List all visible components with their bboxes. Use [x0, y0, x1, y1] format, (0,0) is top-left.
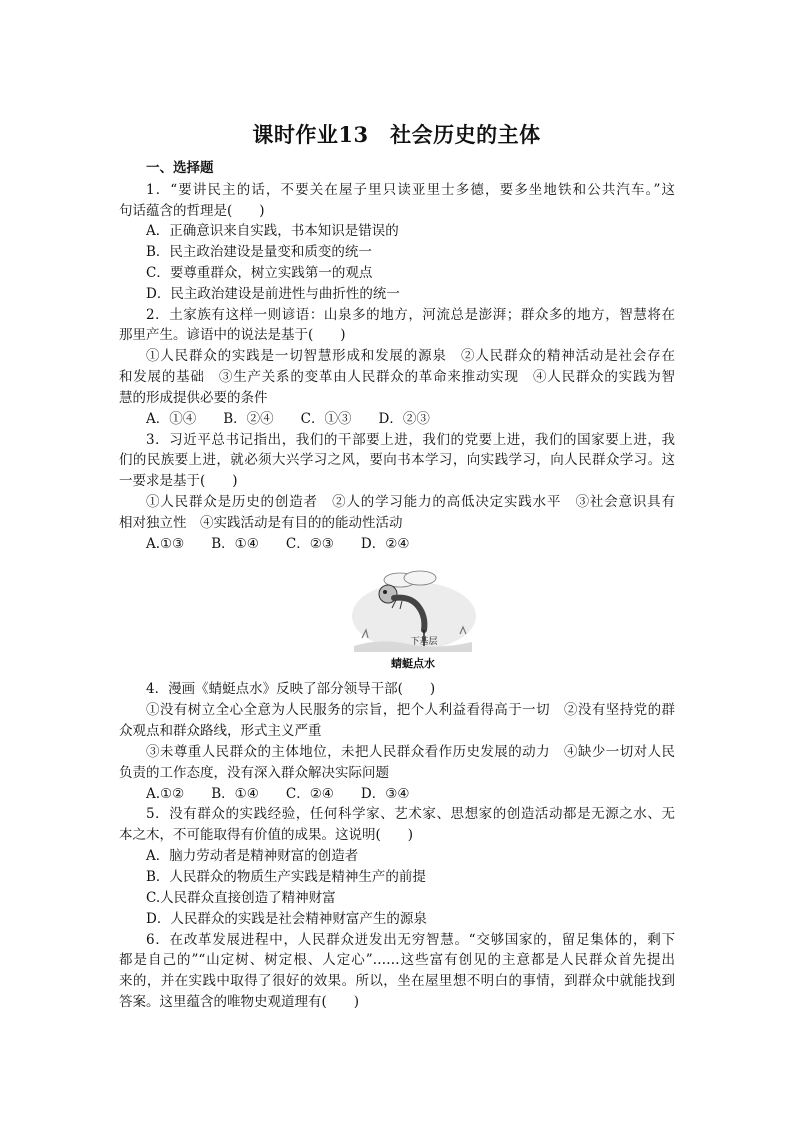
q3-stem-line-1: 3．习近平总书记指出，我们的干部要上进，我们的党要上进，我们的国家要上进，我 [146, 432, 675, 448]
q6-stem-line-4: 答案。这里蕴含的唯物史观道理有( ) [119, 994, 360, 1010]
dragonfly-wing-right [404, 571, 436, 585]
q6-stem-line-2: 都是自己的”“山定树、树定根、人定心”……这些富有创见的主意都是人民群众首先提出 [119, 952, 675, 968]
q5-option-b: B．人民群众的物质生产实践是精神生产的前提 [146, 869, 426, 885]
q5-option-c: C.人民群众直接创造了精神财富 [146, 890, 336, 906]
q4-item-line-4: 负责的工作态度，没有深入群众解决实际问题 [119, 765, 389, 781]
q3-stem-line-3: 一要求是基于( ) [119, 473, 238, 489]
q6-stem-line-1: 6．在改革发展进程中，人民群众迸发出无穷智慧。“交够国家的，留足集体的，剩下 [146, 932, 675, 948]
q1-option-a: A．正确意识来自实践，书本知识是错误的 [146, 223, 399, 239]
q6-stem-line-3: 来的，并在实践中取得了很好的效果。所以，坐在屋里想不明白的事情，到群众中就能找到 [119, 973, 675, 989]
q4-item-line-2: 众观点和群众路线，形式主义严重 [119, 723, 322, 739]
q1-option-b: B．民主政治建设是量变和质变的统一 [146, 244, 372, 260]
q4-options: A.①② B．①④ C．②④ D．③④ [146, 786, 410, 802]
dragonfly-cartoon-image [348, 568, 478, 652]
q4-item-line-1: ①没有树立全心全意为人民服务的宗旨，把个人利益看得高于一切 ②没有坚持党的群 [146, 702, 675, 718]
q2-stem-line-2: 那里产生。谚语中的说法是基于( ) [119, 327, 346, 343]
page-title: 课时作业13 社会历史的主体 [252, 122, 541, 147]
q5-option-a: A．脑力劳动者是精神财富的创造者 [146, 848, 359, 864]
q5-stem-line-2: 本之木，不可能取得有价值的成果。这说明( ) [119, 827, 414, 843]
q3-options: A.①③ B．①④ C．②③ D．②④ [146, 536, 410, 552]
q1-stem-line-2: 句话蕴含的哲理是( ) [119, 203, 265, 219]
q2-item-line-2: 和发展的基础 ③生产关系的变革由人民群众的革命来推动实现 ④人民群众的实践为智 [119, 369, 675, 385]
q3-stem-line-2: 们的民族要上进，就必须大兴学习之风，要向书本学习，向实践学习，向人民群众学习。这 [119, 452, 675, 468]
figure-caption: 蜻蜓点水 [391, 657, 435, 670]
q1-option-d: D．民主政治建设是前进性与曲折性的统一 [146, 286, 400, 302]
q2-item-line-1: ①人民群众的实践是一切智慧形成和发展的源泉 ②人民群众的精神活动是社会存在 [146, 348, 675, 364]
q5-option-d: D．人民群众的实践是社会精神财富产生的源泉 [146, 911, 427, 927]
q3-item-line-1: ①人民群众是历史的创造者 ②人的学习能力的高低决定实践水平 ③社会意识具有 [146, 494, 675, 510]
q4-stem: 4．漫画《蜻蜓点水》反映了部分领导干部( ) [146, 681, 436, 697]
q5-stem-line-1: 5．没有群众的实践经验，任何科学家、艺术家、思想家的创造活动都是无源之水、无 [146, 806, 675, 822]
section-heading: 一、选择题 [146, 160, 214, 176]
q2-options: A．①④ B．②④ C．①③ D．②③ [146, 411, 430, 427]
q4-item-line-3: ③未尊重人民群众的主体地位，未把人民群众看作历史发展的动力 ④缺少一切对人民 [146, 744, 675, 760]
q3-item-line-2: 相对独立性 ④实践活动是有目的的能动性活动 [119, 515, 403, 531]
q1-option-c: C．要尊重群众，树立实践第一的观点 [146, 265, 373, 281]
dragonfly-eye [383, 590, 387, 594]
q1-stem-line-1: 1．“要讲民主的话，不要关在屋子里只读亚里士多德，要多坐地铁和公共汽车。”这 [146, 182, 675, 198]
q2-stem-line-1: 2．土家族有这样一则谚语：山泉多的地方，河流总是澎湃；群众多的地方，智慧将在 [146, 307, 675, 323]
sign-text: 下基层 [410, 637, 438, 647]
q2-item-line-3: 慧的形成提供必要的条件 [119, 390, 268, 406]
